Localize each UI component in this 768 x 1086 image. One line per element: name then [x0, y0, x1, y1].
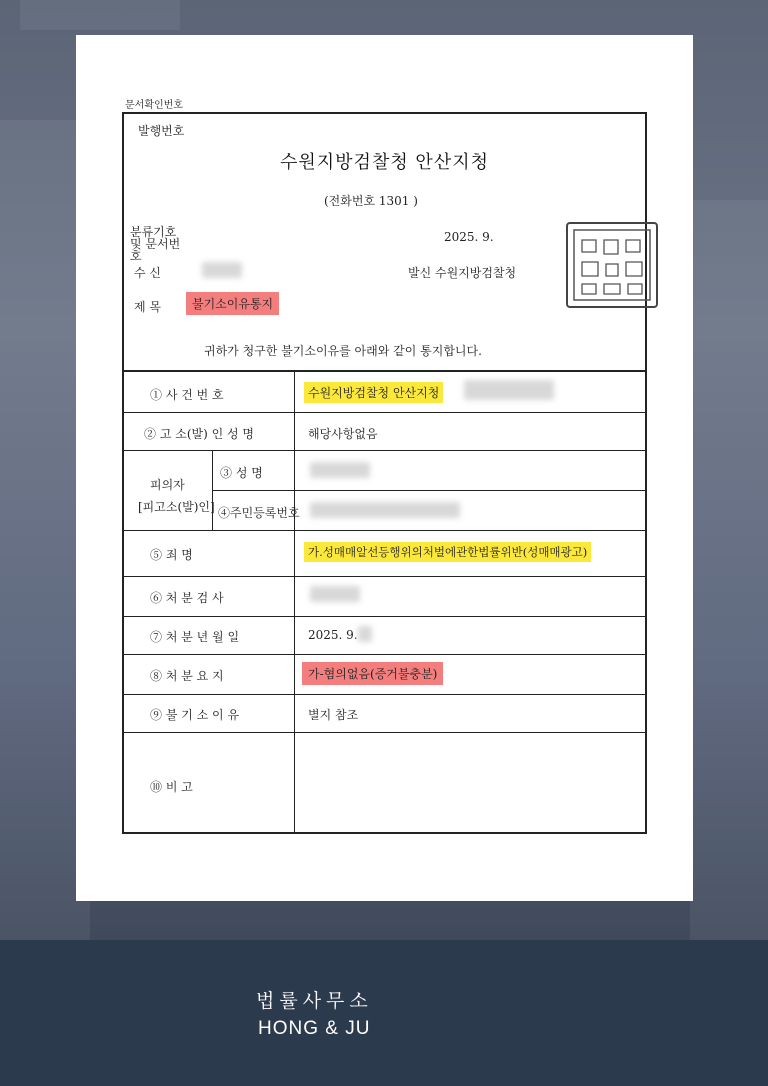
disposition-summary-value: 가-혐의없음(증거불충분) [302, 662, 443, 685]
notice-body: 귀하가 청구한 불기소이유를 아래와 같이 통지합니다. [204, 344, 482, 358]
reason-value: 별지 참조 [308, 708, 359, 722]
charge-label: ⑤ 죄 명 [150, 548, 193, 562]
prosecutor-redacted [310, 586, 360, 602]
recipient-label: 수 신 [134, 266, 161, 280]
suspect-label: 피의자 [150, 478, 185, 492]
firm-name-ko: 법률사무소 [256, 990, 373, 1012]
complainant-value: 해당사항없음 [308, 427, 378, 441]
subject-label: 제 목 [134, 300, 161, 314]
reg-no-label: ④주민등록번호 [218, 506, 300, 520]
name-label: ③ 성 명 [220, 466, 263, 480]
suspect-sub-label: [피고소(발)인] [138, 500, 215, 514]
seal-pattern-icon [568, 224, 656, 306]
footer-bar [0, 940, 768, 1086]
document-date: 2025. 9. [444, 230, 494, 244]
doc-check-no-label: 문서확인번호 [125, 100, 183, 111]
case-no-value: 수원지방검찰청 안산지청 [304, 382, 443, 403]
disposition-date-value: 2025. 9. [308, 628, 358, 642]
disposition-date-label: ⑦ 처 분 년 월 일 [150, 630, 240, 644]
reason-label: ⑨ 불 기 소 이 유 [150, 708, 240, 722]
remarks-label: ⑩ 비 고 [150, 780, 193, 794]
case-no-redacted [464, 380, 554, 400]
issue-no-label: 발행번호 [138, 124, 185, 138]
reg-no-redacted [310, 502, 460, 518]
phone-number: (전화번호 1301 ) [324, 194, 418, 208]
case-no-label: ① 사 건 번 호 [150, 388, 224, 402]
name-redacted [310, 462, 370, 478]
sender: 발신 수원지방검찰청 [408, 266, 517, 280]
charge-value: 가.성매매알선등행위의처벌에관한법률위반(성매매광고) [304, 542, 591, 562]
office-title: 수원지방검찰청 안산지청 [280, 152, 489, 173]
notice-form [122, 112, 647, 834]
prosecutor-label: ⑥ 처 분 검 사 [150, 591, 224, 605]
date-redacted [358, 626, 372, 642]
firm-name-en: HONG & JU [258, 1018, 371, 1039]
recipient-redacted [202, 262, 242, 278]
classification-label: 분류기호 및 문서번호 [130, 225, 181, 263]
disposition-summary-label: ⑧ 처 분 요 지 [150, 669, 224, 683]
official-seal-stamp [566, 222, 658, 308]
complainant-label: ② 고 소(발) 인 성 명 [144, 427, 254, 441]
subject-value: 불기소이유통지 [186, 292, 279, 315]
